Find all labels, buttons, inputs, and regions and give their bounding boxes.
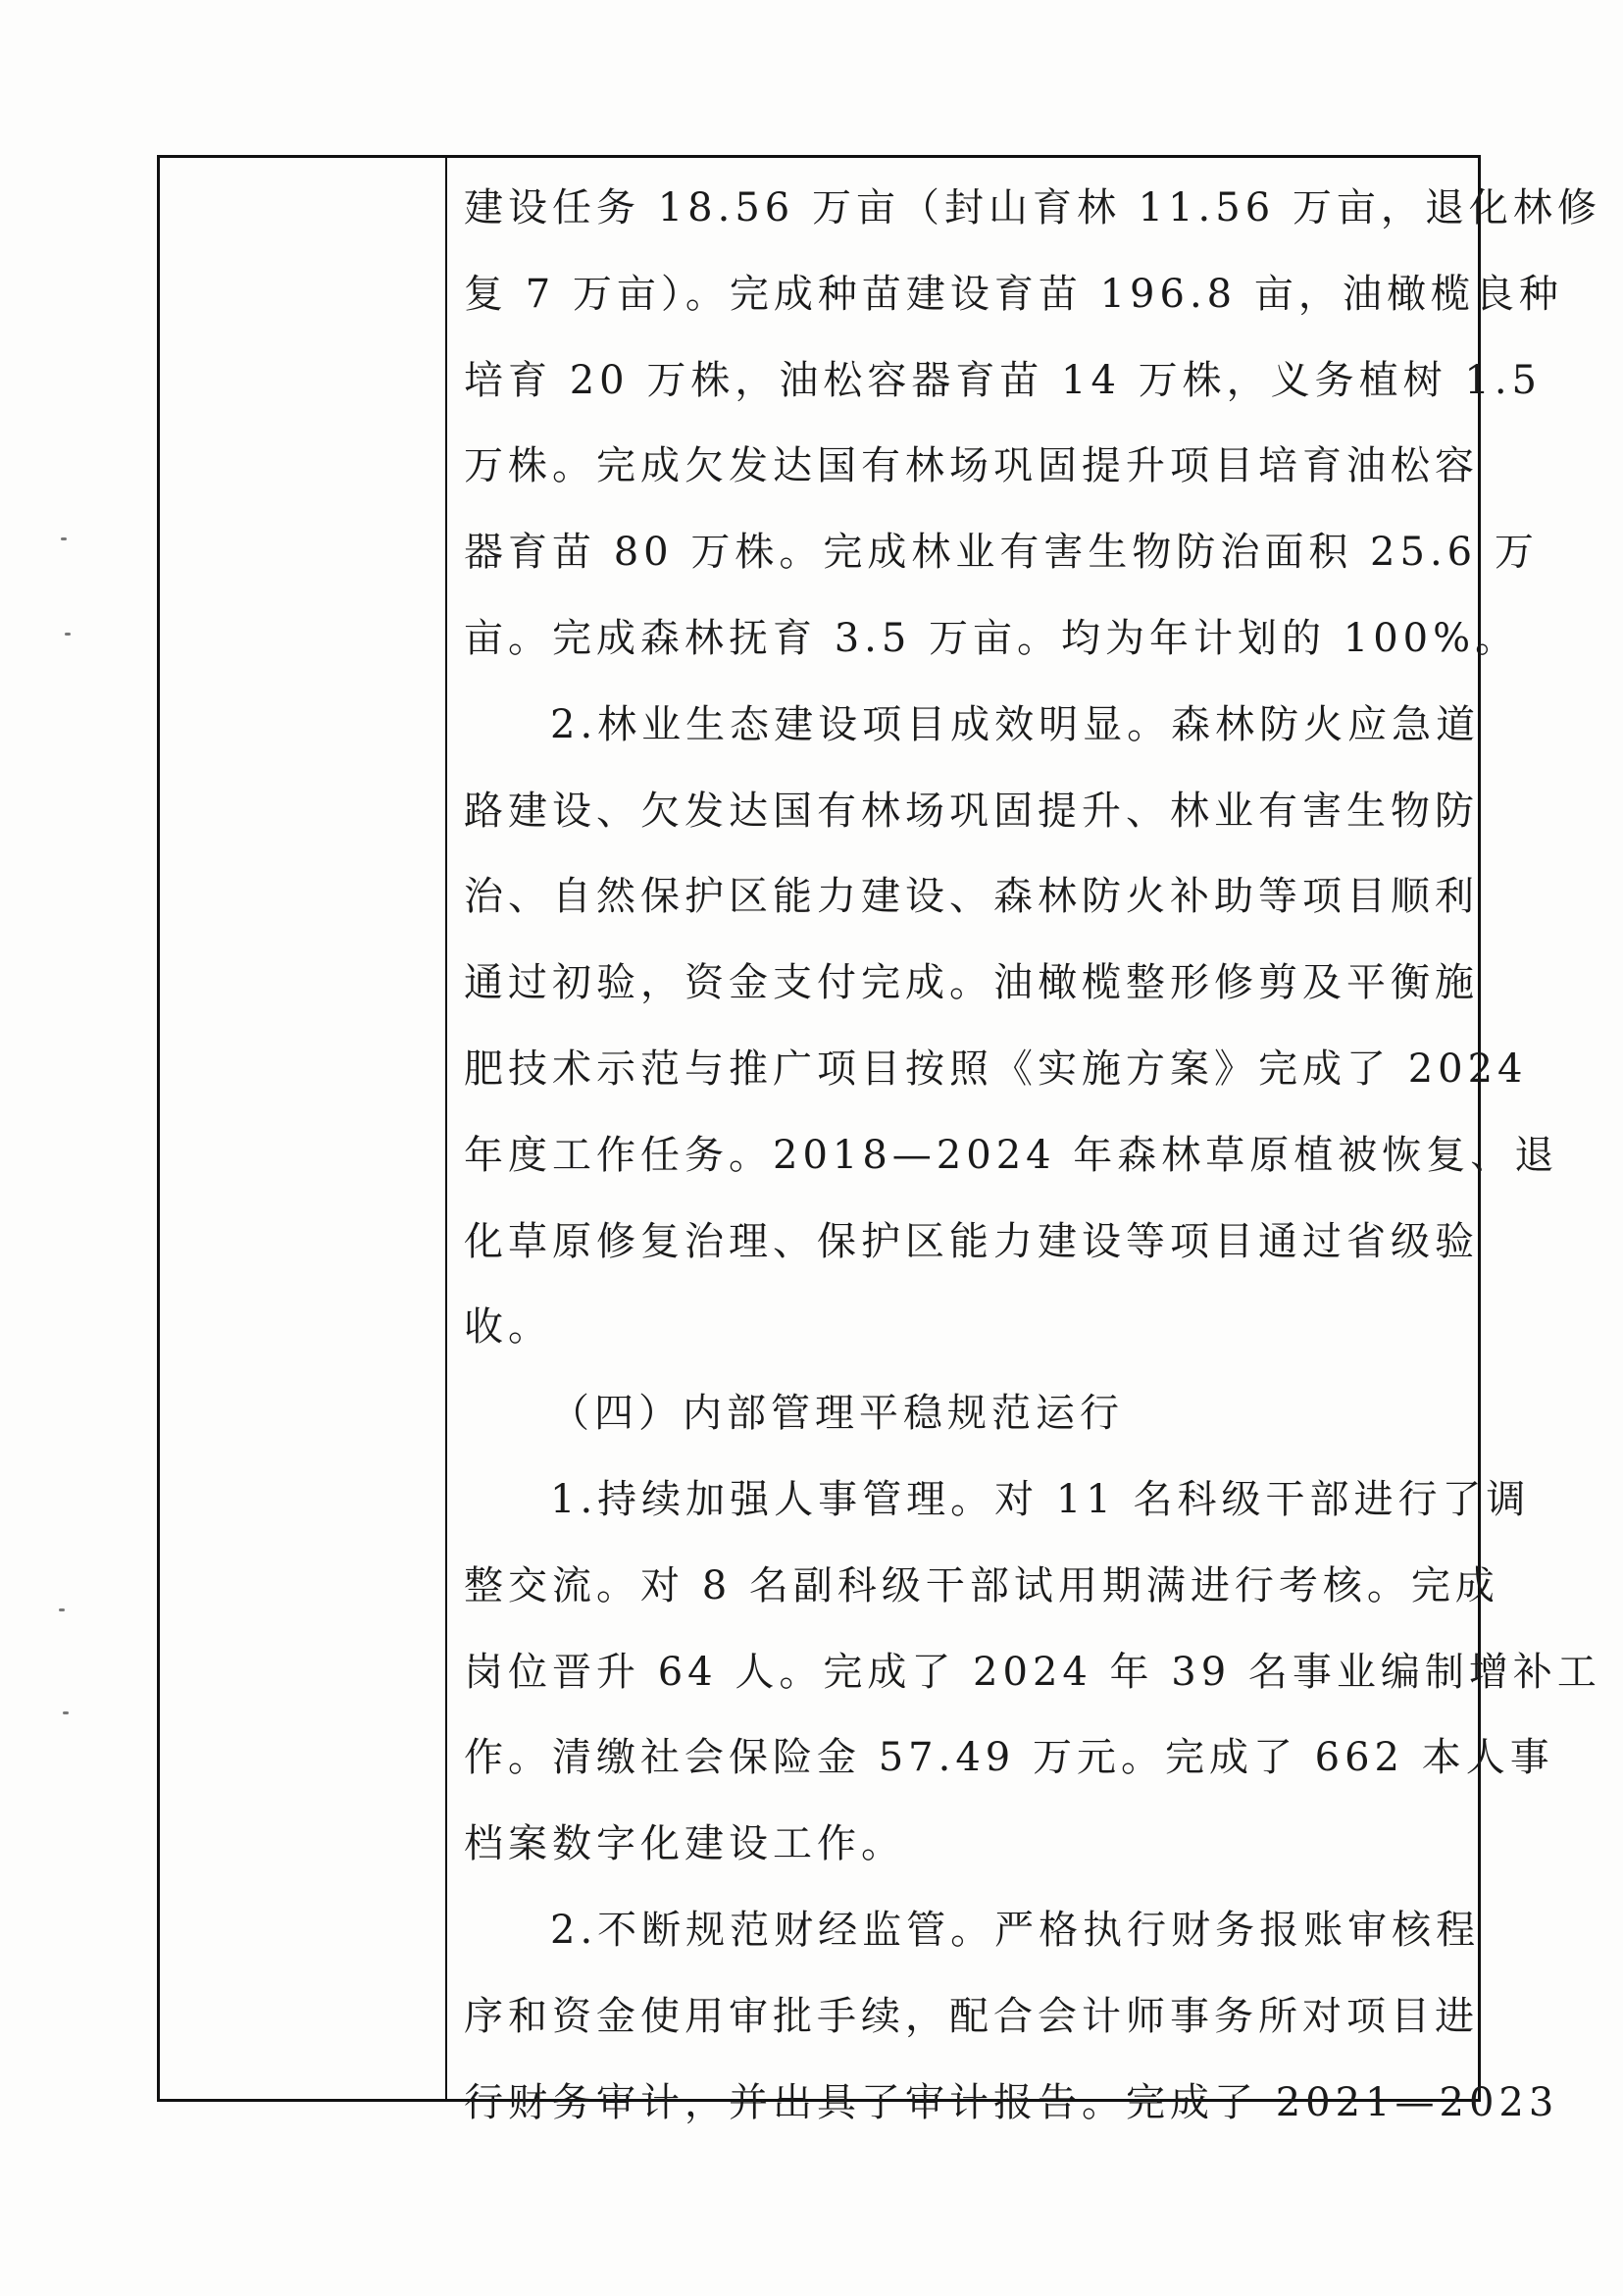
paragraph-line: 岗位晋升 64 人。完成了 2024 年 39 名事业编制增补工 (464, 1649, 1601, 1695)
paragraph-line: 培育 20 万株，油松容器育苗 14 万株，义务植树 1.5 (464, 357, 1542, 403)
paragraph-line: 器育苗 80 万株。完成林业有害生物防治面积 25.6 万 (464, 530, 1539, 576)
scan-speck (63, 1711, 69, 1714)
paragraph-line: 通过初验，资金支付完成。油橄榄整形修剪及平衡施 (464, 960, 1479, 1006)
table-left-column (160, 158, 447, 2099)
scan-speck (61, 537, 67, 540)
paragraph-line: 治、自然保护区能力建设、森林防火补助等项目顺利 (464, 874, 1479, 920)
paragraph-line: 1.持续加强人事管理。对 11 名科级干部进行了调 (550, 1476, 1531, 1522)
paragraph-line: 万株。完成欠发达国有林场巩固提升项目培育油松容 (464, 443, 1479, 489)
paragraph-line: 建设任务 18.56 万亩（封山育林 11.56 万亩，退化林修 (464, 185, 1601, 230)
paragraph-line: 复 7 万亩）。完成种苗建设育苗 196.8 亩，油橄榄良种 (464, 271, 1563, 317)
paragraph-line: 序和资金使用审批手续，配合会计师事务所对项目进 (464, 1993, 1479, 2039)
paragraph-line: 作。清缴社会保险金 57.49 万元。完成了 662 本人事 (464, 1735, 1554, 1781)
paragraph-line: 收。 (464, 1304, 552, 1351)
paragraph-line: 亩。完成森林抚育 3.5 万亩。均为年计划的 100%。 (464, 615, 1520, 661)
paragraph-line: 化草原修复治理、保护区能力建设等项目通过省级验 (464, 1218, 1479, 1264)
paragraph-line: 档案数字化建设工作。 (464, 1821, 905, 1867)
section-heading: （四）内部管理平稳规范运行 (550, 1391, 1124, 1437)
paragraph-line: 2.林业生态建设项目成效明显。森林防火应急道 (550, 701, 1481, 747)
paragraph-line: 2.不断规范财经监管。严格执行财务报账审核程 (550, 1907, 1481, 1953)
paragraph-line: 整交流。对 8 名副科级干部试用期满进行考核。完成 (464, 1562, 1499, 1608)
paragraph-line: 行财务审计，并出具了审计报告。完成了 2021—2023 (464, 2079, 1559, 2125)
table-frame (157, 155, 1601, 2125)
paragraph-line: 肥技术示范与推广项目按照《实施方案》完成了 2024 (464, 1046, 1528, 1092)
scan-speck (65, 633, 71, 636)
scan-speck (59, 1608, 65, 1611)
table-content-cell (464, 166, 1601, 2125)
paragraph-line: 年度工作任务。2018—2024 年森林草原植被恢复、退 (464, 1132, 1559, 1178)
paragraph-line: 路建设、欠发达国有林场巩固提升、林业有害生物防 (464, 788, 1479, 834)
